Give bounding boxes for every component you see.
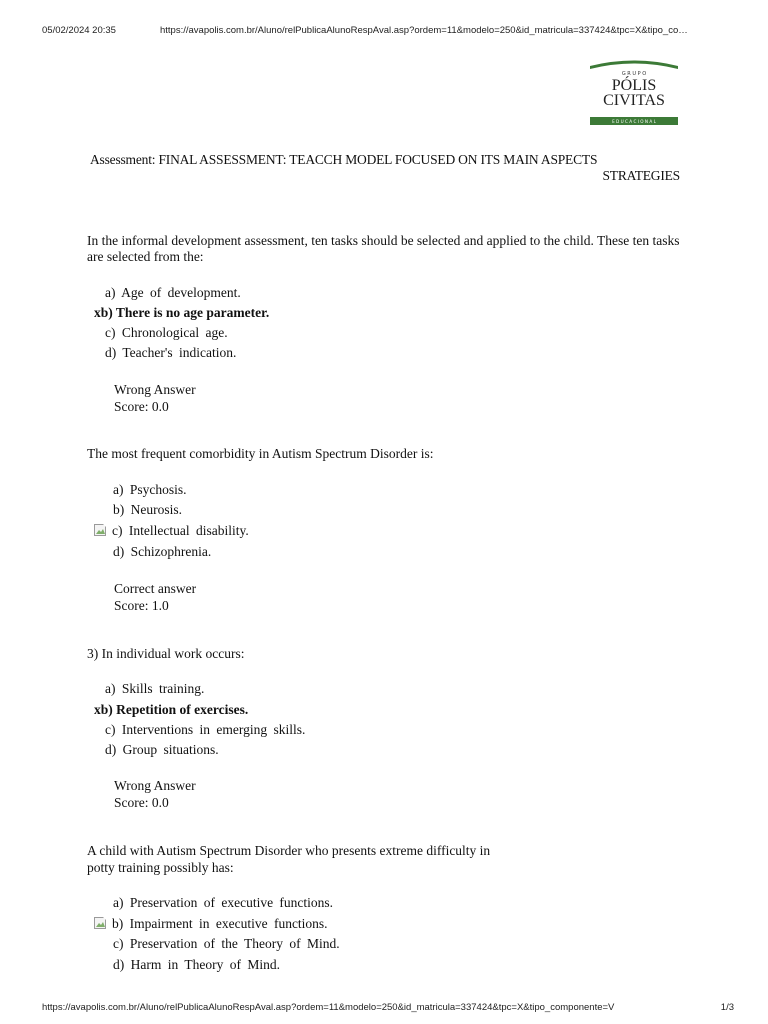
question-3-text: 3) In individual work occurs: [87,646,245,661]
polis-civitas-logo [588,57,680,127]
question-2-text: The most frequent comorbidity in Autism Spectrum Disorder is: [87,446,434,461]
question-3-score: Score: 0.0 [114,795,169,810]
question-1-option-c: c) Chronological age. [105,325,228,340]
question-4-option-b-label: b) Impairment in executive functions. [112,916,328,931]
question-2-option-b: b) Neurosis. [113,502,182,517]
question-3-result: Wrong Answer [114,778,196,793]
question-3-option-b-selected: xb) Repetition of exercises. [94,702,249,717]
question-4-option-b-correct [94,916,328,932]
question-2-result: Correct answer [114,581,197,596]
question-2-option-d: d) Schizophrenia. [113,544,212,559]
question-1-score: Score: 0.0 [114,399,169,414]
question-1-option-d: d) Teacher's indication. [105,345,237,360]
question-1-result: Wrong Answer [114,382,196,397]
question-2-option-a: a) Psychosis. [113,482,187,497]
broken-image-icon [94,524,108,537]
page-number: 1/3 [720,1002,734,1013]
question-2-option-c-correct [94,523,249,539]
assessment-title-line2: STRATEGIES [602,168,680,183]
question-2-score: Score: 1.0 [114,598,169,613]
print-date: 05/02/2024 20:35 [42,25,116,36]
print-url: https://avapolis.com.br/Aluno/relPublicaAlunoRespAval.asp?ordem=11&modelo=250&id_matricula=337424&tpc=X&tipo_co… [160,25,688,36]
question-3-option-c: c) Interventions in emerging skills. [105,722,306,737]
broken-image-icon [94,917,108,930]
logo-bottom-text: E D U C A C I O N A L [612,119,656,124]
footer-url: https://avapolis.com.br/Aluno/relPublicaAlunoRespAval.asp?ordem=11&modelo=250&id_matricula=337424&tpc=X&tipo_componente=V [42,1002,615,1013]
assessment-title [90,152,680,184]
logo-top-text: G R U P O [621,71,647,77]
assessment-title-line1: Assessment: FINAL ASSESSMENT: TEACCH MODEL FOCUSED ON ITS MAIN ASPECTS [90,152,598,167]
logo-line2: CIVITAS [603,92,665,109]
question-4-option-c: c) Preservation of the Theory of Mind. [113,936,340,951]
question-1-option-b-selected: xb) There is no age parameter. [94,305,270,320]
question-4-text-line2: potty training possibly has: [87,860,234,875]
question-4-text-line1: A child with Autism Spectrum Disorder who presents extreme difficulty in [87,843,491,858]
logo-line1: PÓLIS [611,77,657,94]
question-4-option-d: d) Harm in Theory of Mind. [113,957,280,972]
question-1-option-a: a) Age of development. [105,285,241,300]
question-3-option-d: d) Group situations. [105,742,219,757]
question-4-option-a: a) Preservation of executive functions. [113,895,334,910]
question-1-text: In the informal development assessment, ten tasks should be selected and applied to the child. These ten tasks are selected from the: [87,233,680,264]
question-2-option-c-label: c) Intellectual disability. [112,523,249,538]
question-3-option-a: a) Skills training. [105,681,205,696]
logo-arch [590,61,678,70]
